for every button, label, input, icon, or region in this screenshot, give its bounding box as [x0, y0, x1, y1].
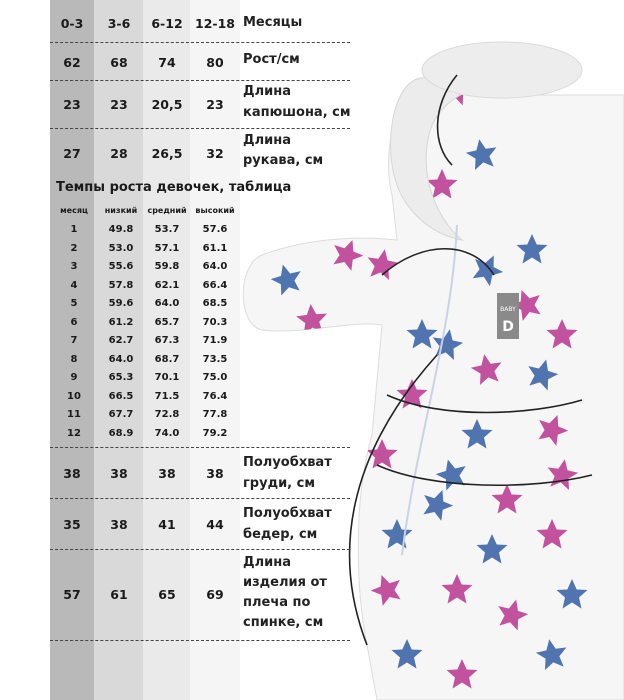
length-label-line1: Длина: [243, 555, 291, 570]
sleeve-value: 32: [206, 146, 224, 161]
growth-table-cell: 73.5: [202, 353, 228, 365]
growth-table-cell: 10: [67, 390, 81, 402]
sleeve-label-line2: рукава, см: [243, 153, 324, 168]
growth-table-cell: 77.8: [202, 409, 228, 420]
divider: [50, 447, 350, 448]
growth-col-high: высокий: [195, 206, 235, 215]
growth-table-cell: 62.1: [154, 279, 180, 291]
hips-value: 38: [110, 517, 128, 532]
growth-table-cell: 9: [70, 372, 78, 383]
growth-table-cell: 11: [67, 409, 81, 420]
growth-table-cell: 68.9: [108, 427, 134, 439]
length-value: 65: [158, 587, 176, 602]
height-value: 80: [206, 55, 224, 70]
growth-table-cell: 72.8: [154, 409, 180, 420]
month-3-6: 3-6: [107, 16, 131, 31]
chest-value: 38: [110, 466, 128, 481]
growth-table-cell: 65.7: [154, 316, 180, 328]
growth-table-cell: 7: [70, 335, 78, 346]
divider: [50, 80, 350, 81]
growth-table-cell: 57.1: [154, 242, 180, 254]
growth-table-cell: 6: [70, 316, 78, 328]
height-value: 68: [110, 55, 128, 70]
chest-value: 38: [63, 466, 81, 481]
growth-table-cell: 67.7: [108, 409, 134, 420]
growth-table-cell: 75.0: [202, 372, 228, 383]
hips-value: 35: [63, 517, 81, 532]
length-value: 69: [206, 587, 224, 602]
hips-value: 44: [206, 517, 224, 532]
growth-table-cell: 76.4: [202, 390, 228, 402]
growth-table-cell: 2: [70, 242, 78, 254]
hips-value: 41: [158, 517, 176, 532]
length-value: 61: [110, 587, 128, 602]
growth-table-cell: 49.8: [108, 224, 134, 235]
hips-label-line2: бедер, см: [243, 527, 318, 542]
growth-table-cell: 67.3: [154, 335, 180, 346]
growth-table-cell: 66.4: [202, 279, 228, 291]
hood-value: 20,5: [151, 97, 183, 112]
growth-table-cell: 12: [67, 427, 81, 439]
growth-table-cell: 70.1: [154, 372, 180, 383]
sleeve-value: 27: [63, 146, 81, 161]
sleeve-value: 26,5: [151, 146, 183, 161]
month-0-3: 0-3: [60, 16, 84, 31]
tag-text-baby: BABY: [500, 306, 516, 313]
divider: [50, 42, 350, 43]
divider: [50, 549, 350, 550]
hood-label-line2: капюшона, см: [243, 105, 351, 120]
growth-table-cell: 57.6: [202, 224, 228, 235]
divider: [50, 640, 350, 641]
growth-table-cell: 53.0: [108, 242, 134, 254]
growth-table-cell: 74.0: [154, 427, 180, 439]
hips-label-line1: Полуобхват: [243, 506, 332, 521]
divider: [50, 498, 350, 499]
growth-table-cell: 1: [70, 224, 78, 235]
hood-value: 23: [63, 97, 81, 112]
growth-table-cell: 4: [70, 279, 78, 291]
growth-table-cell: 53.7: [154, 224, 180, 235]
growth-table-cell: 55.6: [108, 261, 134, 272]
header-label: Месяцы: [243, 15, 303, 30]
growth-table-cell: 68.7: [154, 353, 180, 365]
growth-table-cell: 8: [70, 353, 78, 365]
growth-table-cell: 64.0: [154, 298, 180, 309]
growth-table-cell: 64.0: [202, 261, 228, 272]
growth-table-cell: 65.3: [108, 372, 134, 383]
chest-value: 38: [158, 466, 176, 481]
growth-col-low: низкий: [104, 206, 138, 215]
sleeve-label-line1: Длина: [243, 133, 291, 148]
month-6-12: 6-12: [151, 16, 183, 31]
growth-table-cell: 64.0: [108, 353, 134, 365]
growth-table-cell: 70.3: [202, 316, 228, 328]
tag-text-d: D: [502, 319, 514, 335]
length-label-line3: плеча по: [243, 595, 311, 610]
growth-table-cell: 66.5: [108, 390, 134, 402]
growth-table-cell: 59.8: [154, 261, 180, 272]
hood-value: 23: [206, 97, 224, 112]
growth-table-title: Темпы роста девочек, таблица: [56, 180, 292, 195]
growth-table-cell: 61.2: [108, 316, 134, 328]
chest-label-line1: Полуобхват: [243, 455, 332, 470]
month-12-18: 12-18: [195, 16, 235, 31]
growth-table-cell: 57.8: [108, 279, 134, 291]
height-value: 62: [63, 55, 81, 70]
height-value: 74: [158, 55, 176, 70]
hood-label-line1: Длина: [243, 84, 291, 99]
height-label: Рост/см: [243, 52, 300, 67]
growth-table-cell: 71.5: [154, 390, 180, 402]
fur-hood: [422, 42, 582, 98]
length-label-line4: спинке, см: [243, 615, 324, 630]
brand-tag-text: [500, 306, 516, 335]
sleeve-value: 28: [110, 146, 128, 161]
length-value: 57: [63, 587, 81, 602]
growth-table-cell: 61.1: [202, 242, 228, 254]
divider: [50, 128, 350, 129]
growth-col-month: месяц: [60, 206, 88, 215]
growth-table-cell: 79.2: [202, 427, 228, 439]
growth-table-cell: 68.5: [202, 298, 228, 309]
growth-table-cell: 71.9: [202, 335, 228, 346]
growth-table-cell: 59.6: [108, 298, 134, 309]
growth-col-mid: средний: [147, 206, 187, 215]
length-label-line2: изделия от: [243, 575, 327, 590]
chest-value: 38: [206, 466, 224, 481]
growth-table-cell: 5: [70, 298, 78, 309]
chest-label-line2: груди, см: [243, 476, 315, 491]
growth-table-cell: 3: [70, 261, 78, 272]
hood-value: 23: [110, 97, 128, 112]
growth-table-cell: 62.7: [108, 335, 134, 346]
